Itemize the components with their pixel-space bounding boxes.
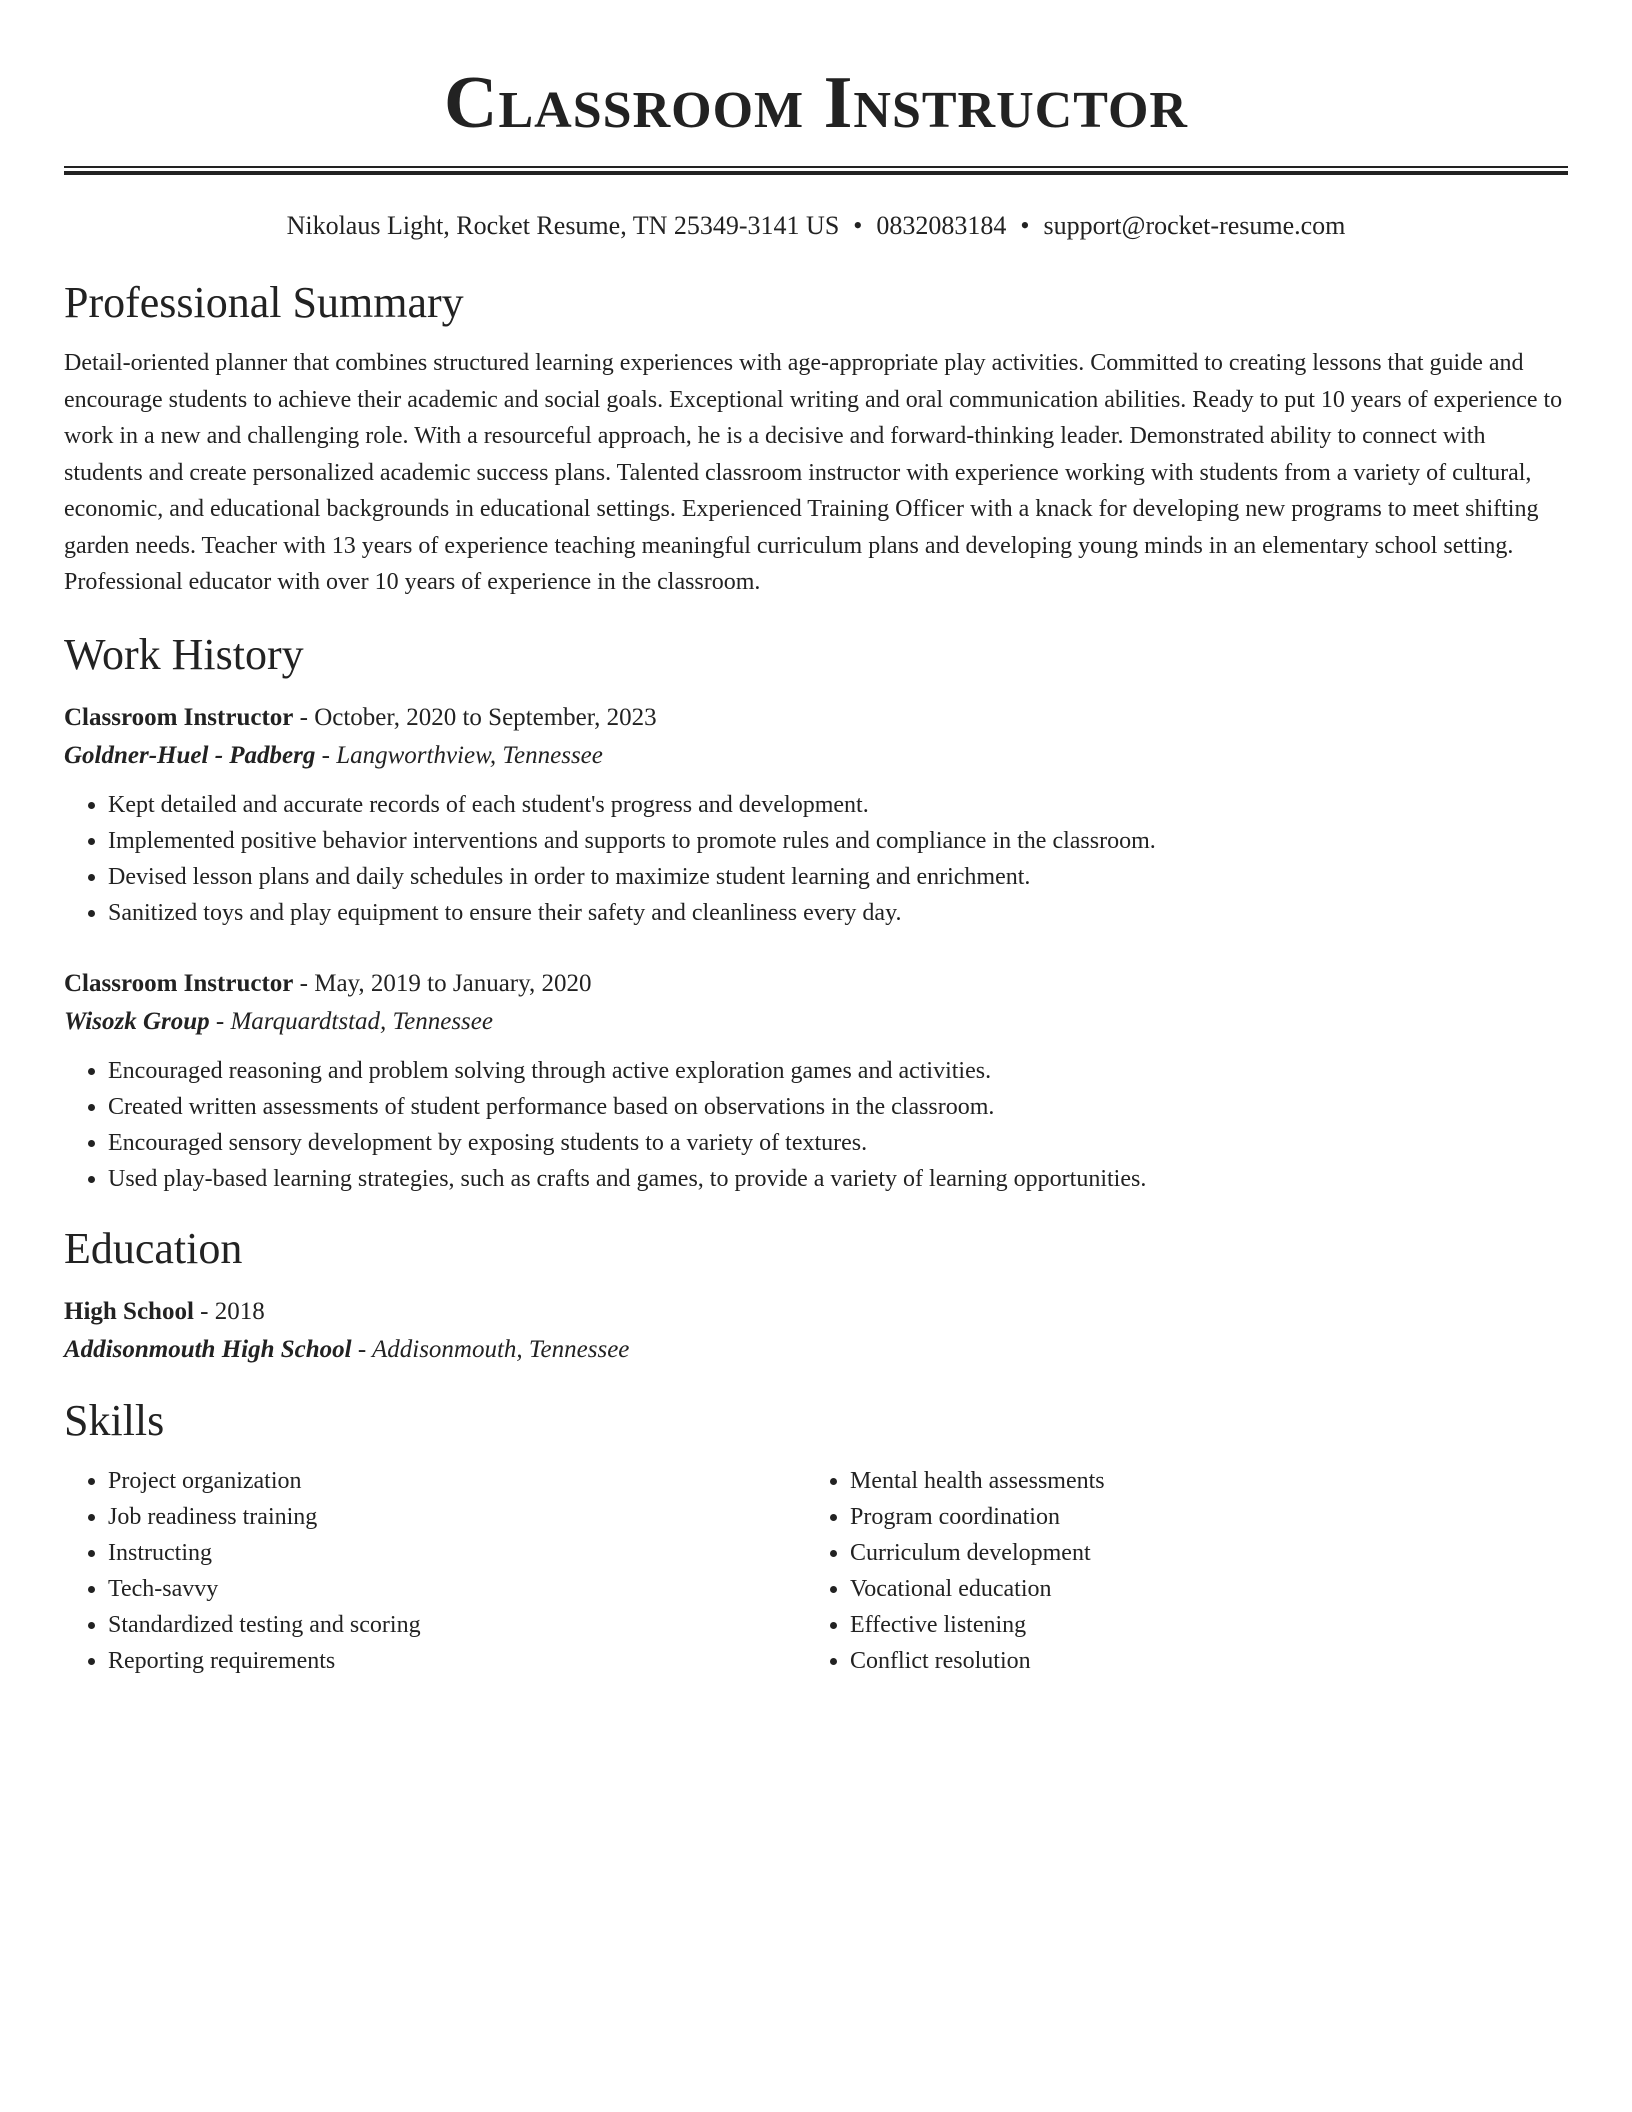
company-line: [64, 737, 1568, 775]
skill-item: • Vocational education: [850, 1571, 1548, 1607]
title-divider: [64, 166, 1568, 175]
contact-email: support@rocket-resume.com: [1043, 211, 1346, 240]
job-bullets: [64, 787, 1568, 931]
skill-item: • Mental health assessments: [850, 1463, 1548, 1499]
job-bullet: • Sanitized toys and play equipment to ensure their safety and cleanliness every day.: [108, 895, 1568, 931]
job-bullet: • Implemented positive behavior interventions and supports to promote rules and compliance in the classroom.: [108, 823, 1568, 859]
degree-line: [64, 1293, 1568, 1331]
company-location: - Langworthview, Tennessee: [315, 741, 603, 769]
school-name: Addisonmouth High School: [64, 1335, 352, 1363]
contact-line: [64, 209, 1568, 243]
skills-right-list: [806, 1463, 1548, 1679]
job-entry: [64, 699, 1568, 931]
job-bullet: • Encouraged reasoning and problem solving through active exploration games and activities.: [108, 1053, 1568, 1089]
skills-left-list: [64, 1463, 806, 1679]
education-heading: Education: [64, 1223, 243, 1273]
skill-item: • Conflict resolution: [850, 1643, 1548, 1679]
job-title: Classroom Instructor: [64, 969, 294, 997]
skill-item: • Program coordination: [850, 1499, 1548, 1535]
work-history-heading: Work History: [64, 629, 304, 679]
skill-item: • Job readiness training: [108, 1499, 806, 1535]
company-name: Goldner-Huel - Padberg: [64, 741, 316, 769]
contact-address: Nikolaus Light, Rocket Resume, TN 25349-3141 US: [286, 211, 840, 240]
degree: High School: [64, 1297, 194, 1325]
company-line: [64, 1003, 1568, 1041]
summary-heading: Professional Summary: [64, 278, 464, 327]
job-entry: [64, 965, 1568, 1197]
contact-separator: •: [853, 211, 863, 240]
skill-item: • Tech-savvy: [108, 1571, 806, 1607]
skill-item: • Reporting requirements: [108, 1643, 806, 1679]
skills-columns: [64, 1463, 1568, 1679]
skill-item: • Instructing: [108, 1535, 806, 1571]
school-line: [64, 1331, 1568, 1369]
job-title-line: [64, 699, 1568, 737]
job-title: Classroom Instructor: [64, 703, 294, 731]
skill-item: • Project organization: [108, 1463, 806, 1499]
job-bullet: • Used play-based learning strategies, such as crafts and games, to provide a variety of learning opportunities.: [108, 1161, 1568, 1197]
skills-heading: Skills: [64, 1395, 165, 1445]
company-name: Wisozk Group: [64, 1007, 210, 1035]
job-bullet: • Encouraged sensory development by exposing students to a variety of textures.: [108, 1125, 1568, 1161]
skill-item: • Standardized testing and scoring: [108, 1607, 806, 1643]
contact-separator: •: [1020, 211, 1030, 240]
job-dates: - October, 2020 to September, 2023: [293, 703, 657, 731]
job-bullet: • Created written assessments of student performance based on observations in the classroom.: [108, 1089, 1568, 1125]
company-location: - Marquardtstad, Tennessee: [209, 1007, 493, 1035]
skill-item: • Effective listening: [850, 1607, 1548, 1643]
skill-item: • Curriculum development: [850, 1535, 1548, 1571]
school-location: - Addisonmouth, Tennessee: [351, 1335, 630, 1363]
job-dates: - May, 2019 to January, 2020: [293, 969, 592, 997]
education-entry: [64, 1293, 1568, 1369]
job-bullet: • Devised lesson plans and daily schedules in order to maximize student learning and enrichment.: [108, 859, 1568, 895]
job-title-line: [64, 965, 1568, 1003]
resume-title: Classroom Instructor: [444, 62, 1188, 144]
contact-phone: 0832083184: [876, 211, 1007, 240]
resume-page: [64, 0, 1568, 1679]
summary-text: Detail-oriented planner that combines structured learning experiences with age-appropriate play activities. Committed to creating lessons that guide and encourage students to achieve their academic and social goals. Exceptional writing and oral communication abilities. Ready to put 10 years of experience to work in a new and challenging role. With a resourceful approach, he is a decisive and forward-thinking leader. Demonstrated ability to connect with students and create personalized academic success plans. Talented classroom instructor with experience working with students from a variety of cultural, economic, and educational backgrounds in educational settings. Experienced Training Officer with a knack for developing new programs to meet shifting garden needs. Teacher with 13 years of experience teaching meaningful curriculum plans and developing young minds in an elementary school setting. Professional educator with over 10 years of experience in the classroom.: [64, 350, 1563, 595]
job-bullets: [64, 1053, 1568, 1197]
graduation-year: - 2018: [193, 1297, 265, 1325]
job-bullet: • Kept detailed and accurate records of each student's progress and development.: [108, 787, 1568, 823]
